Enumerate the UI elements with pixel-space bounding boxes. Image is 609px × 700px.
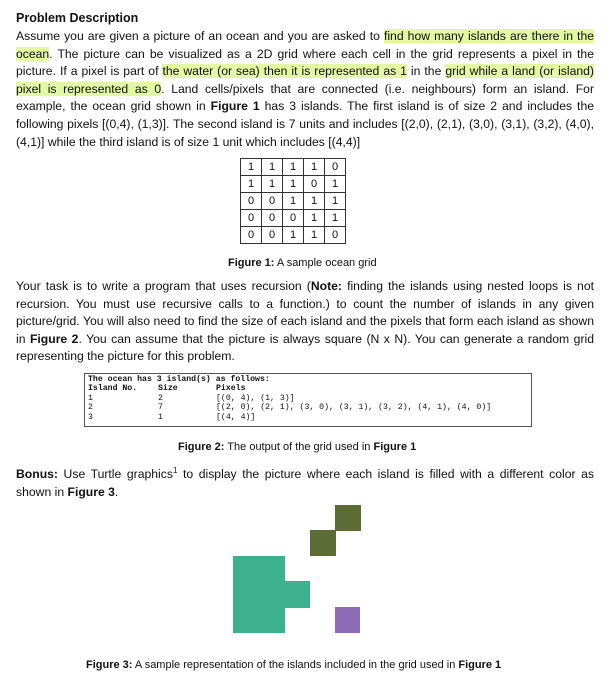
ocean-grid-figure: [240, 158, 346, 244]
ocean-grid: [240, 158, 346, 244]
grid-row: [241, 227, 346, 244]
grid-cell: 1: [304, 193, 325, 210]
grid-cell: 0: [262, 210, 283, 227]
output-header: The ocean has 3 island(s) as follows:: [88, 375, 270, 384]
document: [16, 10, 594, 151]
grid-cell: 1: [304, 159, 325, 176]
grid-cell: 1: [262, 159, 283, 176]
grid-cell: 0: [262, 227, 283, 244]
output-row: [88, 403, 528, 412]
figure-ref: Figure 3: [67, 484, 115, 499]
grid-cell: 1: [304, 210, 325, 227]
highlighted-text: grid while a land (or island) pixel is represented as 0: [16, 64, 594, 96]
grid-cell: 1: [262, 176, 283, 193]
grid-cell: 1: [304, 227, 325, 244]
note-label: Note:: [310, 279, 342, 293]
island2-pixel-block: [233, 556, 285, 608]
text-run: . The picture can be visualized as a 2D grid where each cell in the grid represents a pixel in the picture. If a pixel is part of: [16, 46, 594, 79]
island-pixels: [(2, 0), (2, 1), (3, 0), (3, 1), (3, 2), (4, 1), (4, 0)]: [216, 403, 492, 413]
col-size: Size: [158, 384, 178, 394]
island2-pixel-block: [233, 607, 285, 633]
text-run: to display the picture where each island is filled with a different color as shown in: [16, 467, 594, 499]
grid-cell: 1: [325, 193, 346, 210]
text-run: in the: [406, 64, 446, 79]
island-pixels: [(0, 4), (1, 3)]: [216, 393, 295, 403]
island-size: 7: [158, 403, 163, 413]
grid-cell: 1: [283, 193, 304, 210]
col-island-no: Island No.: [88, 384, 138, 394]
caption-label: Figure 1:: [228, 257, 275, 269]
intro-paragraph: [16, 28, 594, 151]
island-no: 2: [88, 403, 93, 413]
grid-cell: 0: [325, 159, 346, 176]
island-size: 2: [158, 393, 163, 403]
figure-ref: Figure 1: [373, 441, 417, 453]
grid-cell: 1: [241, 159, 262, 176]
island1-pixel: [310, 530, 336, 556]
bonus-paragraph: [16, 462, 594, 501]
grid-cell: 1: [283, 176, 304, 193]
text-run: Your task is to write a program that uses recursion (: [16, 279, 311, 293]
island2-pixel: [284, 581, 310, 608]
highlighted-text: the water (or sea) then it is represented as 1: [162, 64, 407, 79]
island-no: 3: [88, 412, 93, 422]
figure1-caption: [228, 257, 377, 269]
text-run: Use Turtle graphics: [57, 467, 173, 482]
caption-label: Figure 3:: [86, 659, 133, 671]
figure-ref: Figure 1: [458, 659, 502, 671]
grid-cell: 1: [283, 159, 304, 176]
grid-row: [241, 193, 346, 210]
island1-pixel: [335, 505, 361, 531]
text-run: . You can assume that the picture is always square (N x N). You can generate a random grid representing the picture for this problem.: [16, 331, 595, 364]
output-row: [88, 413, 528, 422]
text-run: has 3 islands. The first island is of size 2 and includes the following pixels [(0,4), (1,3)]. The second island is 7 units and includes [(2,0), (2,1), (3,0), (3,1), (3,2), (4,0), (4,1)] while the third island is of size 1 unit which includes [(4,4)]: [16, 99, 594, 149]
grid-cell: 1: [325, 176, 346, 193]
output-columns: [88, 384, 528, 393]
output-row: [88, 394, 528, 403]
task-section: [16, 278, 594, 366]
figure2-caption: [178, 441, 416, 453]
highlighted-text: find how many islands are there in the ocean: [16, 29, 594, 61]
caption-text: A sample representation of the islands included in the grid used in: [132, 659, 459, 671]
island-no: 1: [88, 393, 93, 403]
grid-cell: 0: [283, 210, 304, 227]
grid-cell: 0: [262, 193, 283, 210]
island-pixels: [(4, 4)]: [216, 412, 256, 422]
figure-ref: Figure 1: [210, 99, 260, 114]
figure-ref: Figure 2: [29, 331, 79, 346]
text-run: finding the islands using nested loops is not recursion. You must use recursive calls to a function.) to count the number of islands in any given picture/grid. You will also need to find the size of each island and the pixels that form each island as shown in: [16, 279, 594, 346]
footnote-marker: 1: [172, 466, 178, 475]
caption-text: A sample ocean grid: [274, 257, 377, 269]
grid-cell: 0: [241, 210, 262, 227]
grid-cell: 0: [325, 227, 346, 244]
grid-cell: 1: [283, 227, 304, 244]
caption-label: Figure 2:: [178, 441, 225, 453]
text-run: . Land cells/pixels that are connected (i.e. neighbours) form an island. For example, the ocean grid shown in: [16, 81, 595, 114]
problem-title: Problem Description: [16, 11, 139, 25]
grid-cell: 0: [241, 193, 262, 210]
task-paragraph: [16, 278, 594, 366]
grid-cell: 1: [325, 210, 346, 227]
program-output: [84, 373, 532, 427]
grid-row: [241, 210, 346, 227]
grid-cell: 1: [241, 176, 262, 193]
caption-text: The output of the grid used in: [224, 441, 374, 453]
bonus-label: Bonus:: [16, 467, 58, 482]
grid-row: [241, 176, 346, 193]
figure3-caption: [86, 659, 501, 671]
grid-cell: 0: [241, 227, 262, 244]
island-size: 1: [158, 412, 163, 422]
grid-row: [241, 159, 346, 176]
text-run: Assume you are given a picture of an ocean and you are asked to: [16, 29, 384, 43]
island3-pixel: [335, 607, 360, 633]
col-pixels: Pixels: [216, 384, 246, 394]
text-run: .: [114, 484, 119, 499]
bonus-section: [16, 462, 594, 501]
grid-cell: 0: [304, 176, 325, 193]
